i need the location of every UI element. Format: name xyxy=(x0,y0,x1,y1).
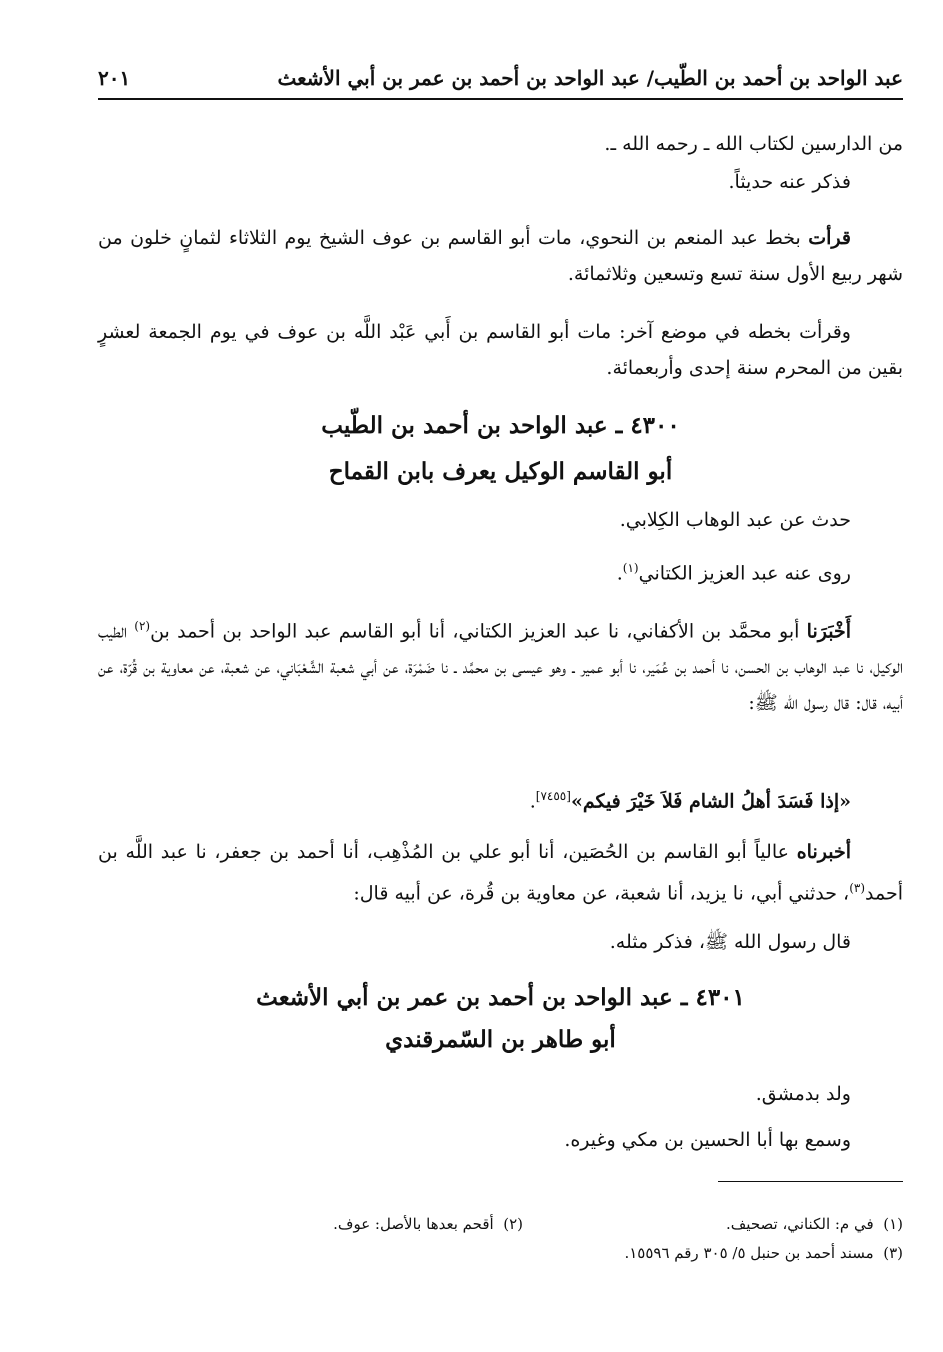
page-number: ٢٠١ xyxy=(98,66,131,90)
entry-4301-title: ٤٣٠١ ـ عبد الواحد بن أحمد بن عمر بن أبي الأشعث xyxy=(256,984,745,1011)
punctuation: . xyxy=(616,562,623,585)
footnote-3 xyxy=(624,1240,903,1266)
footnote-ref: (٢) xyxy=(134,619,151,633)
footnote-text: مسند أحمد بن حنبل ٥/ ٣٠٥ رقم ١٥٥٩٦. xyxy=(624,1244,874,1262)
isnad-text: عالياً أبو القاسم بن الحُصَين، أنا أبو علي بن المُذْهِب، أنا أحمد بن جعفر، نا عبد اللَّه بن أحمد xyxy=(98,841,903,905)
paragraph-line: من الدارسين لكتاب الله ـ رحمه الله ـ. xyxy=(604,133,903,155)
running-header xyxy=(98,58,903,100)
footnote-divider xyxy=(718,1181,903,1182)
isnad-text: أبو محمَّد بن الأكفاني، نا عبد العزيز الكتاني، أنا أبو القاسم عبد الواحد بن أحمد بن xyxy=(150,620,807,643)
narrator-text: روى عنه عبد العزيز الكتاني xyxy=(638,562,851,585)
entry-4301-line1: ولد بدمشق. xyxy=(755,1083,851,1105)
footnote-ref: (٣) xyxy=(849,881,866,895)
paragraph-text: بخط عبد المنعم بن النحوي، مات أبو القاسم بن عوف الشيخ يوم الثلاثاء لثمانٍ خلون من شهر ربيع الأول سنة تسع وتسعين وثلاثمائة. xyxy=(98,227,903,285)
punctuation: . xyxy=(529,790,536,813)
footnote-text: في م: الكناني، تصحيف. xyxy=(726,1215,874,1233)
footnote-number: (٣) xyxy=(883,1244,903,1262)
paragraph-reading-2: وقرأت بخطه في موضع آخر: مات أبو القاسم بن أَبي عَبْد اللَّه بن عوف في يوم الجمعة لعشرٍ بقين من المحرم سنة إحدى وأربعمائة. xyxy=(98,321,903,379)
footnote-ref: (١) xyxy=(622,561,639,575)
entry-4300-line2 xyxy=(98,550,903,591)
paragraph-line: فذكر عنه حديثاً. xyxy=(728,171,851,193)
entry-4300-title: ٤٣٠٠ ـ عبد الواحد بن أحمد بن الطّيب xyxy=(321,412,680,439)
paragraph-reading xyxy=(98,220,903,292)
entry-4301-subtitle: أبو طاهر بن السّمرقندي xyxy=(385,1026,616,1053)
lead-word: أخبرناه xyxy=(796,841,851,863)
entry-4300-line1: حدث عن عبد الوهاب الكِلابي. xyxy=(619,509,851,531)
isnad-paragraph xyxy=(98,608,903,721)
entry-4301-line2: وسمع بها أبا الحسين بن مكي وغيره. xyxy=(564,1129,851,1151)
footnote-number: (٢) xyxy=(503,1215,523,1233)
isnad-text: الطيب الوكيل، نا عبد الوهاب بن الحسن، نا أحمد بن عُمَير، نا أبو عمير ـ وهو عيسى بن محمَّد ـ نا ضَمْرَة، عن أبي شعبة الشَّعْبَاني، عن شعبة، عن معاوية بن قُرّة، عن أبيه، قال: قال رسول الله ﷺ: xyxy=(98,620,903,715)
hadith-text: «إذا فَسَدَ أهلُ الشام فَلاَ خَيْرَ فيكم» xyxy=(570,790,851,813)
footnote-number: (١) xyxy=(883,1215,903,1233)
footnote-1 xyxy=(726,1211,903,1237)
footnote-text: أقحم بعدها بالأصل: عوف. xyxy=(333,1215,494,1233)
footnote-2 xyxy=(333,1211,523,1237)
isnad-text: ، حدثني أبي، نا يزيد، أنا شعبة، عن معاوية بن قُرة، عن أبيه قال: xyxy=(353,882,850,905)
lead-word: أَخْبَرَنا xyxy=(806,620,851,643)
isnad-paragraph-2 xyxy=(98,834,903,911)
hadith-line xyxy=(98,778,903,819)
entry-4300-subtitle: أبو القاسم الوكيل يعرف بابن القماح xyxy=(328,458,673,485)
lead-word: قرأت xyxy=(808,227,851,249)
hadith-number: [٧٤٥٥] xyxy=(535,789,571,803)
running-title: عبد الواحد بن أحمد بن الطّيب/ عبد الواحد بن أحمد بن عمر بن أبي الأشعث xyxy=(277,66,903,90)
closing-line: قال رسول الله ﷺ، فذكر مثله. xyxy=(609,931,851,953)
